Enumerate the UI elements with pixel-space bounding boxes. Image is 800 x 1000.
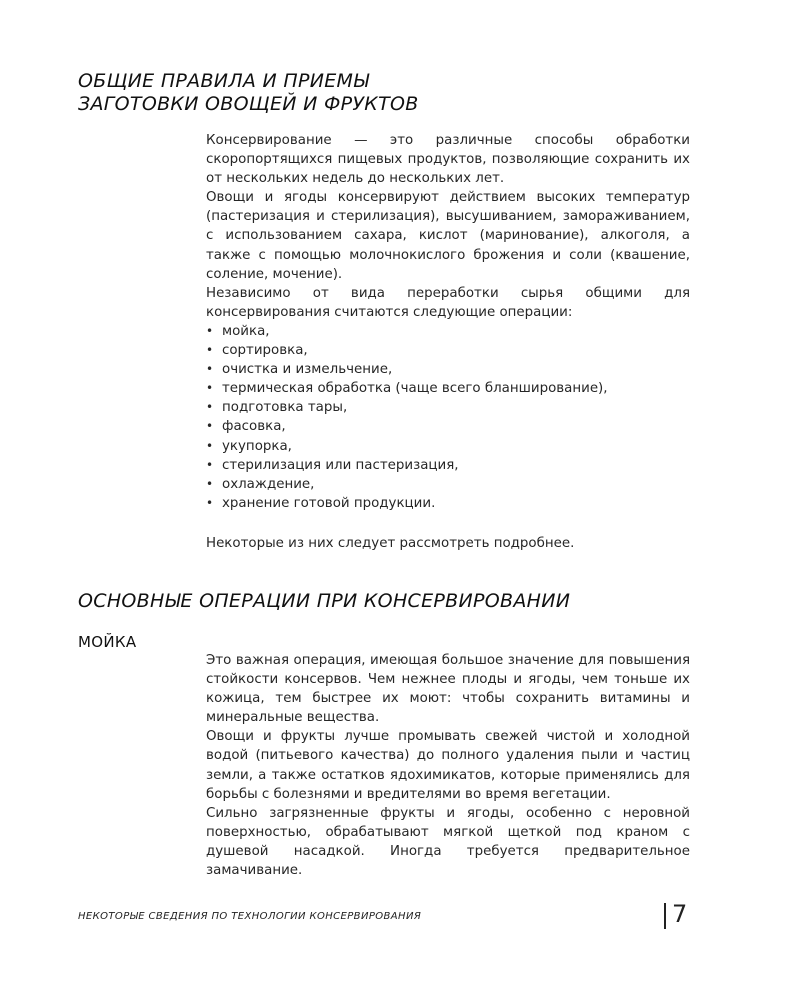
bullet-icon: • xyxy=(206,476,214,491)
subsection-title-washing: МОЙКА xyxy=(78,633,137,651)
list-item: • мойка, xyxy=(206,322,690,341)
operations-list xyxy=(206,322,690,513)
bullet-icon: • xyxy=(206,323,214,338)
page-number: 7 xyxy=(672,900,688,928)
list-item: • стерилизация или пастеризация, xyxy=(206,456,690,475)
paragraph-washing-water: Овощи и фрукты лучше промывать свежей чистой и холодной водой (питьевого качества) до полного удаления пыли и частиц земли, а также остатков ядохимикатов, которые применялись для борьбы с болезнями и вредителями во время вегетации. xyxy=(206,729,690,802)
paragraph-washing-importance: Это важная операция, имеющая большое значение для повышения стойкости консервов. Чем нежнее плоды и ягоды, чем тоньше их кожица, тем быстрее их моют: чтобы сохранить витамины и минеральные вещества. xyxy=(206,653,690,726)
section-title-main-operations: ОСНОВНЫЕ ОПЕРАЦИИ ПРИ КОНСЕРВИРОВАНИИ xyxy=(78,590,571,612)
list-item: • охлаждение, xyxy=(206,475,690,494)
paragraph-closing: Некоторые из них следует рассмотреть подробнее. xyxy=(206,536,575,551)
bullet-icon: • xyxy=(206,343,214,358)
list-item: • сортировка, xyxy=(206,341,690,360)
bullet-icon: • xyxy=(206,419,214,434)
list-item: • укупорка, xyxy=(206,437,690,456)
section-title-line-1: ОБЩИЕ ПРАВИЛА И ПРИЕМЫ xyxy=(78,70,370,92)
paragraph-washing-brush: Сильно загрязненные фрукты и ягоды, особенно с неровной поверхностью, обрабатывают мягкой щеткой под краном с душевой насадкой. Иногда требуется предварительное замачивание. xyxy=(206,805,690,879)
section-title-line-2: ЗАГОТОВКИ ОВОЩЕЙ И ФРУКТОВ xyxy=(78,93,419,115)
paragraph-methods: Овощи и ягоды консервируют действием высоких температур (пастеризация и стерилизация), высушиванием, замораживанием, с использованием сахара, кислот (маринование), алкоголя, а также с помощью молочнокислого брожения и соли (квашение, соление, мочение). xyxy=(206,190,690,282)
washing-text-block xyxy=(206,651,690,880)
list-item: • подготовка тары, xyxy=(206,398,690,417)
bullet-icon: • xyxy=(206,400,214,415)
bullet-icon: • xyxy=(206,438,214,453)
list-item: • фасовка, xyxy=(206,417,690,436)
list-item: • термическая обработка (чаще всего бланширование), xyxy=(206,379,690,398)
list-item: • очистка и измельчение, xyxy=(206,360,690,379)
paragraph-operations-intro: Независимо от вида переработки сырья общими для консервирования считаются следующие операции: xyxy=(206,285,690,320)
list-item: • хранение готовой продукции. xyxy=(206,494,690,513)
bullet-icon: • xyxy=(206,457,214,472)
paragraph-definition: Консервирование — это различные способы обработки скоропортящихся пищевых продуктов, позволяющие сохранить их от нескольких недель до нескольких лет. xyxy=(206,133,690,187)
bullet-icon: • xyxy=(206,381,214,396)
running-footer-title: НЕКОТОРЫЕ СВЕДЕНИЯ ПО ТЕХНОЛОГИИ КОНСЕРВИРОВАНИЯ xyxy=(78,911,422,922)
bullet-icon: • xyxy=(206,495,214,510)
page-number-divider xyxy=(664,903,666,929)
section-title-general-rules xyxy=(78,70,419,116)
bullet-icon: • xyxy=(206,362,214,377)
intro-text-block xyxy=(206,131,690,513)
